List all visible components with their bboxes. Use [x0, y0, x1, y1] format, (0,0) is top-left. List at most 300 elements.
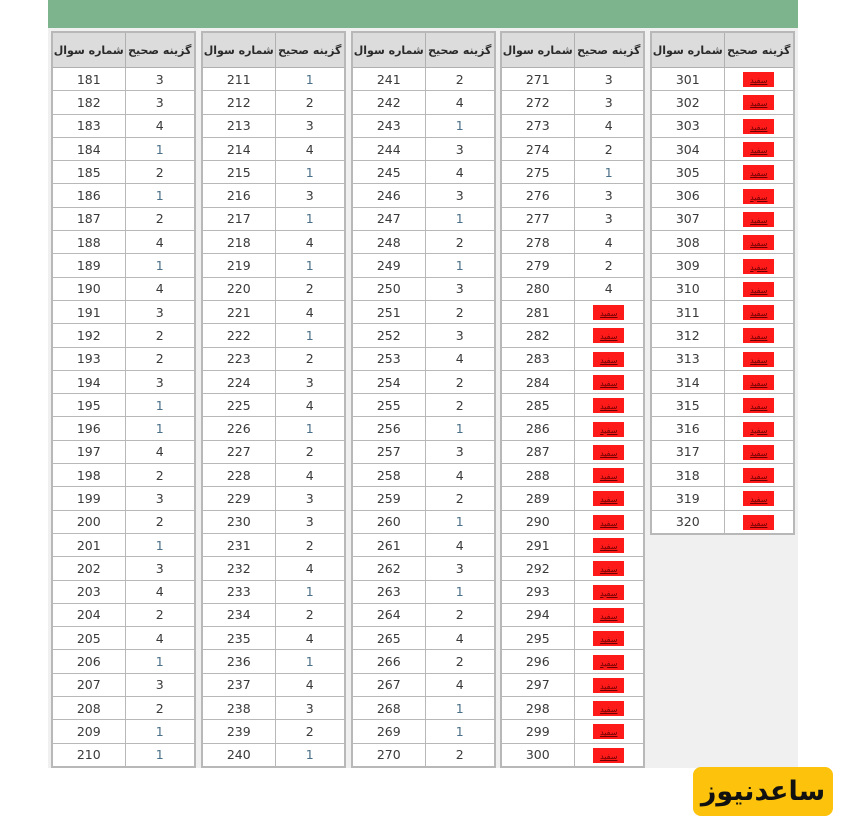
- option-value: 2: [305, 281, 314, 297]
- table-row: [651, 394, 794, 417]
- table-row: [352, 207, 495, 230]
- table-row: [352, 277, 495, 300]
- option-value: 2: [455, 747, 464, 763]
- blank-answer-badge: سفید: [593, 352, 624, 367]
- question-number: 231: [202, 533, 275, 556]
- option-value: 2: [155, 164, 164, 180]
- question-number: 181: [52, 68, 125, 91]
- correct-option: [275, 184, 345, 207]
- table-row: [202, 464, 345, 487]
- answer-table-4: [500, 31, 645, 768]
- option-value: 1: [305, 654, 314, 670]
- question-number: 293: [501, 580, 574, 603]
- table-row: [202, 207, 345, 230]
- correct-option: [425, 324, 495, 347]
- question-number: 309: [651, 254, 724, 277]
- correct-option: [125, 697, 195, 720]
- option-value: 3: [155, 71, 164, 87]
- question-number: 302: [651, 91, 724, 114]
- question-number: 221: [202, 300, 275, 323]
- blank-answer-badge: سفید: [743, 259, 774, 274]
- table-row: [352, 743, 495, 767]
- table-row: [501, 137, 644, 160]
- table-row: [352, 557, 495, 580]
- correct-option: [425, 68, 495, 91]
- question-number: 232: [202, 557, 275, 580]
- correct-option: [425, 580, 495, 603]
- question-number: 276: [501, 184, 574, 207]
- table-row: [352, 697, 495, 720]
- table-row: [651, 487, 794, 510]
- option-value: 3: [305, 490, 314, 506]
- option-value: 1: [305, 258, 314, 274]
- table-row: [651, 91, 794, 114]
- correct-option: [425, 347, 495, 370]
- question-number: 267: [352, 673, 425, 696]
- table-row: [202, 300, 345, 323]
- question-number: 191: [52, 300, 125, 323]
- question-number: 184: [52, 137, 125, 160]
- table-row: [501, 347, 644, 370]
- table-row: [202, 603, 345, 626]
- correct-option: [425, 161, 495, 184]
- question-number: 305: [651, 161, 724, 184]
- correct-option: [574, 487, 644, 510]
- correct-option: [724, 487, 794, 510]
- table-row: [202, 697, 345, 720]
- option-value: 1: [155, 188, 164, 204]
- correct-option: [724, 417, 794, 440]
- correct-option: [275, 650, 345, 673]
- correct-option: [125, 370, 195, 393]
- question-number: 269: [352, 720, 425, 743]
- correct-option: [125, 720, 195, 743]
- table-row: [352, 347, 495, 370]
- correct-option: [574, 697, 644, 720]
- correct-option: [125, 533, 195, 556]
- question-number: 240: [202, 743, 275, 767]
- correct-option: [275, 533, 345, 556]
- question-number: 251: [352, 300, 425, 323]
- correct-option: [275, 440, 345, 463]
- question-number: 194: [52, 370, 125, 393]
- table-row: [501, 231, 644, 254]
- correct-option: [574, 207, 644, 230]
- correct-option: [574, 417, 644, 440]
- table-row: [501, 417, 644, 440]
- question-number: 303: [651, 114, 724, 137]
- correct-option: [125, 231, 195, 254]
- table-row: [202, 650, 345, 673]
- table-row: [501, 184, 644, 207]
- table-row: [352, 580, 495, 603]
- blank-answer-badge: سفید: [743, 142, 774, 157]
- correct-option: [125, 487, 195, 510]
- header-question-number: شماره سوال: [651, 32, 724, 68]
- question-number: 292: [501, 557, 574, 580]
- correct-option: [724, 394, 794, 417]
- question-number: 202: [52, 557, 125, 580]
- question-number: 187: [52, 207, 125, 230]
- question-number: 200: [52, 510, 125, 533]
- correct-option: [574, 394, 644, 417]
- correct-option: [125, 440, 195, 463]
- question-number: 297: [501, 673, 574, 696]
- correct-option: [724, 114, 794, 137]
- question-number: 186: [52, 184, 125, 207]
- option-value: 3: [455, 560, 464, 576]
- table-row: [352, 68, 495, 91]
- option-value: 4: [604, 118, 613, 134]
- question-number: 252: [352, 324, 425, 347]
- option-value: 3: [455, 188, 464, 204]
- option-value: 1: [155, 258, 164, 274]
- correct-option: [425, 743, 495, 767]
- blank-answer-badge: سفید: [743, 352, 774, 367]
- question-number: 289: [501, 487, 574, 510]
- table-row: [352, 254, 495, 277]
- question-number: 189: [52, 254, 125, 277]
- table-row: [651, 347, 794, 370]
- option-value: 1: [155, 723, 164, 739]
- correct-option: [125, 324, 195, 347]
- table-row: [202, 184, 345, 207]
- question-number: 211: [202, 68, 275, 91]
- question-number: 290: [501, 510, 574, 533]
- blank-answer-badge: سفید: [593, 724, 624, 739]
- table-row: [52, 114, 195, 137]
- option-value: 1: [455, 118, 464, 134]
- question-number: 271: [501, 68, 574, 91]
- correct-option: [425, 91, 495, 114]
- option-value: 3: [155, 304, 164, 320]
- table-row: [651, 464, 794, 487]
- table-row: [501, 394, 644, 417]
- table-row: [501, 557, 644, 580]
- option-value: 1: [455, 700, 464, 716]
- blank-answer-badge: سفید: [593, 678, 624, 693]
- saednews-logo: ساعدنیوز: [693, 767, 833, 816]
- question-number: 255: [352, 394, 425, 417]
- table-row: [52, 697, 195, 720]
- option-value: 4: [305, 560, 314, 576]
- option-value: 4: [155, 234, 164, 250]
- blank-answer-badge: سفید: [593, 468, 624, 483]
- table-row: [352, 370, 495, 393]
- table-row: [352, 510, 495, 533]
- table-row: [52, 91, 195, 114]
- question-number: 245: [352, 161, 425, 184]
- table-row: [501, 207, 644, 230]
- correct-option: [574, 510, 644, 533]
- option-value: 1: [455, 421, 464, 437]
- header-band: [48, 0, 798, 28]
- table-row: [202, 743, 345, 767]
- correct-option: [275, 324, 345, 347]
- question-number: 243: [352, 114, 425, 137]
- blank-answer-badge: سفید: [743, 398, 774, 413]
- table-row: [501, 161, 644, 184]
- correct-option: [125, 254, 195, 277]
- option-value: 4: [455, 351, 464, 367]
- correct-option: [275, 603, 345, 626]
- option-value: 2: [455, 607, 464, 623]
- correct-option: [574, 533, 644, 556]
- option-value: 3: [604, 94, 613, 110]
- correct-option: [275, 300, 345, 323]
- table-row: [52, 487, 195, 510]
- option-value: 4: [455, 677, 464, 693]
- question-number: 182: [52, 91, 125, 114]
- table-row: [501, 743, 644, 767]
- table-row: [501, 580, 644, 603]
- table-row: [202, 324, 345, 347]
- blank-answer-badge: سفید: [743, 189, 774, 204]
- correct-option: [275, 673, 345, 696]
- option-value: 1: [455, 211, 464, 227]
- question-number: 199: [52, 487, 125, 510]
- question-number: 213: [202, 114, 275, 137]
- table-row: [501, 114, 644, 137]
- option-value: 3: [155, 374, 164, 390]
- table-row: [352, 533, 495, 556]
- blank-answer-badge: سفید: [743, 468, 774, 483]
- table-row: [352, 91, 495, 114]
- question-number: 235: [202, 627, 275, 650]
- question-number: 238: [202, 697, 275, 720]
- table-row: [52, 627, 195, 650]
- question-number: 233: [202, 580, 275, 603]
- header-question-number: شماره سوال: [352, 32, 425, 68]
- correct-option: [425, 627, 495, 650]
- option-value: 3: [305, 514, 314, 530]
- question-number: 301: [651, 68, 724, 91]
- correct-option: [125, 650, 195, 673]
- table-row: [52, 580, 195, 603]
- correct-option: [275, 91, 345, 114]
- question-number: 277: [501, 207, 574, 230]
- blank-answer-badge: سفید: [743, 445, 774, 460]
- table-row: [202, 347, 345, 370]
- question-number: 299: [501, 720, 574, 743]
- correct-option: [125, 510, 195, 533]
- question-number: 246: [352, 184, 425, 207]
- option-value: 3: [604, 211, 613, 227]
- question-number: 311: [651, 300, 724, 323]
- option-value: 1: [305, 71, 314, 87]
- table-row: [202, 137, 345, 160]
- correct-option: [125, 207, 195, 230]
- question-number: 196: [52, 417, 125, 440]
- correct-option: [574, 627, 644, 650]
- correct-option: [125, 673, 195, 696]
- question-number: 244: [352, 137, 425, 160]
- blank-answer-badge: سفید: [593, 375, 624, 390]
- blank-answer-badge: سفید: [593, 655, 624, 670]
- table-row: [501, 627, 644, 650]
- option-value: 2: [155, 700, 164, 716]
- correct-option: [425, 207, 495, 230]
- option-value: 4: [455, 630, 464, 646]
- correct-option: [724, 440, 794, 463]
- blank-answer-badge: سفید: [593, 422, 624, 437]
- correct-option: [425, 300, 495, 323]
- question-number: 294: [501, 603, 574, 626]
- table-row: [202, 487, 345, 510]
- question-number: 261: [352, 533, 425, 556]
- correct-option: [574, 254, 644, 277]
- table-row: [52, 324, 195, 347]
- table-row: [352, 161, 495, 184]
- correct-option: [125, 627, 195, 650]
- question-number: 223: [202, 347, 275, 370]
- table-row: [651, 184, 794, 207]
- blank-answer-badge: سفید: [593, 701, 624, 716]
- option-value: 4: [455, 94, 464, 110]
- table-row: [52, 743, 195, 767]
- option-value: 3: [455, 327, 464, 343]
- question-number: 304: [651, 137, 724, 160]
- correct-option: [574, 184, 644, 207]
- question-number: 295: [501, 627, 574, 650]
- question-number: 285: [501, 394, 574, 417]
- correct-option: [425, 440, 495, 463]
- table-row: [52, 68, 195, 91]
- table-row: [52, 254, 195, 277]
- correct-option: [425, 533, 495, 556]
- correct-option: [125, 68, 195, 91]
- correct-option: [425, 277, 495, 300]
- correct-option: [574, 68, 644, 91]
- table-row: [501, 91, 644, 114]
- question-number: 228: [202, 464, 275, 487]
- question-number: 229: [202, 487, 275, 510]
- blank-answer-badge: سفید: [743, 165, 774, 180]
- question-number: 253: [352, 347, 425, 370]
- option-value: 2: [455, 234, 464, 250]
- table-row: [501, 68, 644, 91]
- correct-option: [425, 697, 495, 720]
- question-number: 250: [352, 277, 425, 300]
- question-number: 204: [52, 603, 125, 626]
- correct-option: [125, 580, 195, 603]
- correct-option: [425, 510, 495, 533]
- question-number: 313: [651, 347, 724, 370]
- question-number: 315: [651, 394, 724, 417]
- question-number: 262: [352, 557, 425, 580]
- table-row: [52, 137, 195, 160]
- correct-option: [275, 347, 345, 370]
- table-row: [352, 487, 495, 510]
- correct-option: [574, 464, 644, 487]
- question-number: 197: [52, 440, 125, 463]
- table-row: [352, 650, 495, 673]
- option-value: 2: [155, 607, 164, 623]
- table-row: [52, 161, 195, 184]
- question-number: 318: [651, 464, 724, 487]
- table-row: [202, 91, 345, 114]
- question-number: 320: [651, 510, 724, 534]
- correct-option: [724, 231, 794, 254]
- table-row: [352, 394, 495, 417]
- question-number: 193: [52, 347, 125, 370]
- table-row: [501, 254, 644, 277]
- question-number: 239: [202, 720, 275, 743]
- header-question-number: شماره سوال: [202, 32, 275, 68]
- question-number: 206: [52, 650, 125, 673]
- option-value: 3: [455, 141, 464, 157]
- table-row: [52, 650, 195, 673]
- question-number: 306: [651, 184, 724, 207]
- option-value: 2: [155, 211, 164, 227]
- correct-option: [275, 114, 345, 137]
- table-row: [352, 417, 495, 440]
- correct-option: [574, 137, 644, 160]
- question-number: 192: [52, 324, 125, 347]
- blank-answer-badge: سفید: [743, 95, 774, 110]
- option-value: 4: [604, 234, 613, 250]
- correct-option: [724, 254, 794, 277]
- option-value: 2: [455, 304, 464, 320]
- question-number: 190: [52, 277, 125, 300]
- correct-option: [724, 370, 794, 393]
- question-number: 227: [202, 440, 275, 463]
- option-value: 3: [305, 118, 314, 134]
- table-row: [352, 300, 495, 323]
- blank-answer-badge: سفید: [593, 631, 624, 646]
- blank-answer-badge: سفید: [743, 72, 774, 87]
- correct-option: [275, 394, 345, 417]
- question-number: 312: [651, 324, 724, 347]
- table-row: [202, 394, 345, 417]
- table-row: [52, 510, 195, 533]
- question-number: 207: [52, 673, 125, 696]
- option-value: 4: [305, 304, 314, 320]
- correct-option: [724, 161, 794, 184]
- answer-table-1: [51, 31, 196, 768]
- question-number: 283: [501, 347, 574, 370]
- table-row: [501, 650, 644, 673]
- option-value: 2: [455, 654, 464, 670]
- blank-answer-badge: سفید: [593, 608, 624, 623]
- correct-option: [574, 300, 644, 323]
- correct-option: [125, 91, 195, 114]
- correct-option: [275, 487, 345, 510]
- correct-option: [425, 184, 495, 207]
- correct-option: [125, 137, 195, 160]
- question-number: 287: [501, 440, 574, 463]
- table-row: [501, 720, 644, 743]
- answer-table-3: [351, 31, 496, 768]
- table-row: [352, 231, 495, 254]
- table-row: [202, 231, 345, 254]
- correct-option: [425, 557, 495, 580]
- question-number: 208: [52, 697, 125, 720]
- option-value: 2: [455, 397, 464, 413]
- option-value: 4: [305, 141, 314, 157]
- question-number: 266: [352, 650, 425, 673]
- correct-option: [724, 207, 794, 230]
- option-value: 1: [455, 584, 464, 600]
- correct-option: [724, 510, 794, 534]
- table-row: [651, 324, 794, 347]
- question-number: 264: [352, 603, 425, 626]
- table-row: [651, 417, 794, 440]
- header-correct-option: گزینه صحیح: [275, 32, 345, 68]
- question-number: 224: [202, 370, 275, 393]
- correct-option: [724, 464, 794, 487]
- correct-option: [125, 557, 195, 580]
